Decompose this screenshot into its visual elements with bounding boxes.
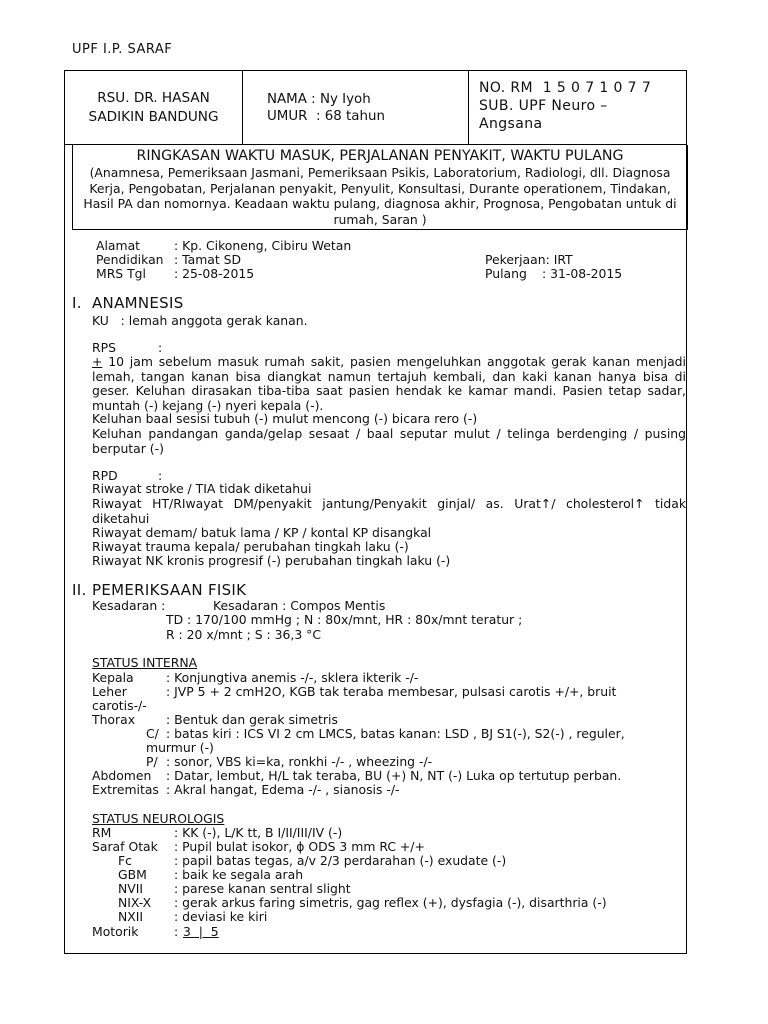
- anamnesis-heading: [72, 294, 184, 312]
- cor-value: : batas kiri : ICS VI 2 cm LMCS, batas kanan: LSD , BJ S1(-), S2(-) , reguler,: [166, 726, 625, 741]
- nixx-label: NIX-X: [118, 895, 152, 910]
- fisik-title: PEMERIKSAAN FISIK: [92, 581, 247, 599]
- rps-paragraph-2: Keluhan baal sesisi tubuh (-) mulut mencong (-) bicara rero (-): [92, 411, 478, 426]
- rpd-colon: :: [158, 468, 163, 483]
- pekerjaan: Pekerjaan: IRT: [485, 252, 573, 267]
- pendidikan-value: : Tamat SD: [174, 252, 242, 267]
- rpd-line-5: Riwayat NK kronis progresif (-) perubahan tingkah laku (-): [92, 553, 451, 568]
- thorax-value: : Bentuk dan gerak simetris: [166, 712, 338, 727]
- abdomen-label: Abdomen: [92, 768, 152, 783]
- rps-colon: :: [158, 340, 163, 355]
- rpd-line-3: Riwayat demam/ batuk lama / KP / kontal KP disangkal: [92, 525, 432, 540]
- rpd-line-2: Riwayat HT/RIwayat DM/penyakit jantung/Penyakit ginjal/ as. Urat↑/ cholesterol↑ tidak diketahui: [92, 496, 686, 526]
- alamat-label: Alamat: [96, 238, 141, 253]
- pulmo-label: P/: [146, 754, 158, 769]
- record-cell: [469, 70, 687, 144]
- nxii-label: NXII: [118, 909, 144, 924]
- fc-label: Fc: [118, 853, 132, 868]
- nixx-value: : gerak arkus faring simetris, gag reflex (+), dysfagia (-), disarthria (-): [174, 895, 607, 910]
- upf-label: UPF I.P. SARAF: [72, 42, 173, 57]
- plus-minus-symbol: +: [92, 354, 103, 369]
- gbm-value: : baik ke segala arah: [174, 867, 304, 882]
- rps-paragraph-3: Keluhan pandangan ganda/gelap sesaat / baal seputar mulut / telinga berdenging / pusing berputar (-): [92, 426, 686, 456]
- motorik-value: 3 | 5: [183, 924, 219, 939]
- anamnesis-number: I.: [72, 294, 82, 312]
- kepala-label: Kepala: [92, 670, 134, 685]
- fisik-number: II.: [72, 581, 87, 599]
- nama-value: : Ny Iyoh: [311, 92, 371, 107]
- anamnesis-title: ANAMNESIS: [92, 294, 184, 312]
- motorik-label: Motorik: [92, 924, 139, 939]
- leher-continued: carotis-/-: [92, 698, 147, 713]
- status-interna-title: STATUS INTERNA: [92, 655, 198, 670]
- pendidikan-label: Pendidikan: [96, 252, 164, 267]
- nvii-value: : parese kanan sentral slight: [174, 881, 351, 896]
- fisik-heading: [72, 581, 246, 599]
- gbm-label: GBM: [118, 867, 147, 882]
- hospital-line-1: RSU. DR. HASAN: [97, 90, 210, 106]
- status-neurologis-title: STATUS NEUROLOGIS: [92, 811, 225, 826]
- ku-line: KU : lemah anggota gerak kanan.: [92, 313, 308, 328]
- rm-value: : KK (-), L/K tt, B I/II/III/IV (-): [174, 825, 343, 840]
- saraf-otak-label: Saraf Otak: [92, 839, 158, 854]
- hospital-cell: [64, 70, 243, 144]
- pulang-label: Pulang: [485, 266, 527, 281]
- extremitas-value: : Akral hangat, Edema -/- , sianosis -/-: [166, 782, 400, 797]
- motorik-colon: :: [174, 924, 179, 939]
- rps-text-1: 10 jam sebelum masuk rumah sakit, pasien mengeluhkan anggotak gerak kanan menjadi lemah, tangan kanan bisa diangkat namun tertajuh kembali, dan kaki kanan hanya bisa di geser. Keluhan dirasakan tiba-tiba saat pasien hendak ke kamar mandi. Pasien tetap sadar, muntah (-) kejang (-) nyeri kepala (-).: [92, 354, 686, 413]
- fc-value: : papil batas tegas, a/v 2/3 perdarahan (-) exudate (-): [174, 853, 507, 868]
- hospital-line-2: SADIKIN BANDUNG: [88, 109, 219, 125]
- rpd-line-4: Riwayat trauma kepala/ perubahan tingkah laku (-): [92, 539, 409, 554]
- mrs-label: MRS Tgl: [96, 266, 146, 281]
- summary-title: RINGKASAN WAKTU MASUK, PERJALANAN PENYAKIT, WAKTU PULANG: [136, 148, 624, 164]
- rps-label: RPS: [92, 340, 116, 355]
- kepala-value: : Konjungtiva anemis -/-, sklera ikterik -/-: [166, 670, 419, 685]
- rm-number: NO. RM 1 5 0 7 1 0 7 7: [479, 80, 652, 96]
- kesadaran-value: Kesadaran : Compos Mentis: [213, 598, 386, 613]
- thorax-label: Thorax: [92, 712, 136, 727]
- pulang-value: : 31-08-2015: [542, 266, 623, 281]
- pulmo-value: : sonor, VBS ki=ka, ronkhi -/- , wheezing -/-: [166, 754, 433, 769]
- rpd-label: RPD: [92, 468, 118, 483]
- cor-label: C/: [146, 726, 159, 741]
- leher-value: : JVP 5 + 2 cmH2O, KGB tak teraba membesar, pulsasi carotis +/+, bruit: [166, 684, 617, 699]
- sub-upf-line-2: Angsana: [479, 116, 543, 132]
- nxii-value: : deviasi ke kiri: [174, 909, 268, 924]
- rps-paragraph-1: [92, 355, 686, 413]
- vital-signs-1: TD : 170/100 mmHg ; N : 80x/mnt, HR : 80x/mnt teratur ;: [166, 612, 523, 627]
- abdomen-value: : Datar, lembut, H/L tak teraba, BU (+) N, NT (-) Luka op tertutup perban.: [166, 768, 622, 783]
- rm-label: RM: [92, 825, 112, 840]
- patient-cell: [243, 70, 469, 144]
- mrs-value: : 25-08-2015: [174, 266, 255, 281]
- kesadaran-label: Kesadaran :: [92, 598, 166, 613]
- vital-signs-2: R : 20 x/mnt ; S : 36,3 °C: [166, 627, 321, 642]
- hospital-name: [64, 89, 243, 127]
- nvii-label: NVII: [118, 881, 144, 896]
- sub-upf-line-1: SUB. UPF Neuro –: [479, 98, 608, 114]
- nama-label: NAMA: [267, 92, 307, 107]
- summary-box: [72, 145, 688, 230]
- summary-subtitle: (Anamnesa, Pemeriksaan Jasmani, Pemeriksaan Psikis, Laboratorium, Radiologi, dll. Diagnosa Kerja, Pengobatan, Perjalanan penyakit, Penyulit, Konsultasi, Durante operationem, Tindakan, Hasil PA dan nomornya. Keadaan waktu pulang, diagnosa akhir, Prognosa, Pengobatan untuk di rumah, Saran ): [83, 165, 677, 227]
- cor-continued: murmur (-): [146, 740, 214, 755]
- header-table: [64, 70, 687, 144]
- umur-label: UMUR: [267, 109, 308, 124]
- rpd-line-1: Riwayat stroke / TIA tidak diketahui: [92, 481, 312, 496]
- saraf-otak-value: : Pupil bulat isokor, ϕ ODS 3 mm RC +/+: [174, 839, 425, 854]
- extremitas-label: Extremitas: [92, 782, 159, 797]
- leher-label: Leher: [92, 684, 127, 699]
- alamat-value: : Kp. Cikoneng, Cibiru Wetan: [174, 238, 352, 253]
- umur-value: : 68 tahun: [315, 109, 385, 124]
